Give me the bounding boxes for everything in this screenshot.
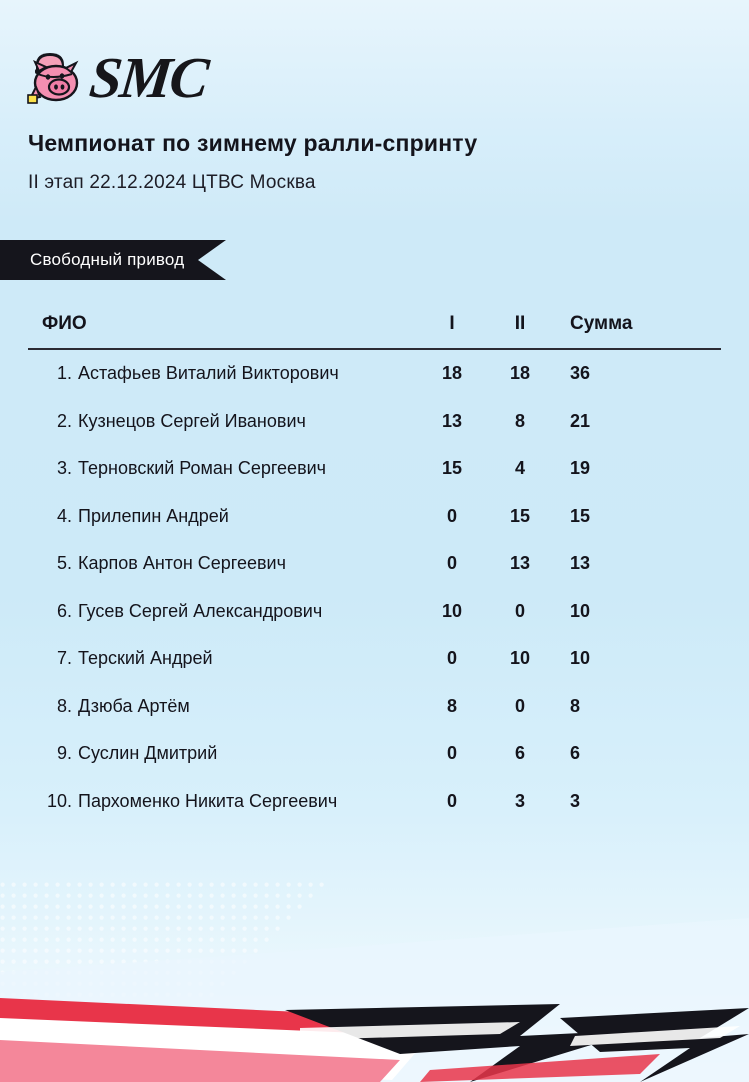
page-subtitle: II этап 22.12.2024 ЦТВС Москва: [28, 172, 316, 193]
cell-competitor-name: 4. Прилепин Андрей: [28, 506, 418, 527]
column-header-name: ФИО: [42, 313, 87, 334]
table-row: [28, 493, 721, 541]
cell-race1-points: 13: [441, 410, 463, 431]
results-table: [28, 300, 721, 825]
cell-total-points: 3: [570, 790, 581, 811]
cell-position: 8.: [56, 695, 72, 716]
table-row: [28, 683, 721, 731]
table-row: [28, 588, 721, 636]
cell-competitor-name: 8. Дзюба Артём: [28, 696, 418, 717]
cell-total-points: 10: [570, 600, 591, 621]
cell-race2-points: 15: [509, 505, 531, 526]
cell-position: 4.: [56, 505, 72, 526]
cell-race1-points: 10: [441, 600, 463, 621]
table-row: [28, 540, 721, 588]
category-label: Свободный привод: [0, 240, 198, 280]
cell-race2-points: 0: [514, 695, 525, 716]
cell-competitor-name: 9. Суслин Дмитрий: [28, 743, 418, 764]
brand-wordmark: SMC: [86, 45, 210, 110]
cell-race2-points: 18: [509, 363, 531, 384]
cell-competitor-name: 10. Пархоменко Никита Сергеевич: [28, 791, 418, 812]
cell-competitor-name: 3. Терновский Роман Сергеевич: [28, 458, 418, 479]
bottom-swoosh-decoration: [0, 822, 749, 1082]
cell-race2-points: 0: [514, 600, 525, 621]
cell-competitor-name: 7. Терский Андрей: [28, 648, 418, 669]
cell-position: 3.: [56, 458, 72, 479]
cell-race1-points: 8: [446, 695, 457, 716]
cell-race1-points: 0: [446, 648, 457, 669]
cell-total-points: 8: [570, 695, 581, 716]
table-row: [28, 350, 721, 398]
cell-race1-points: 0: [446, 790, 457, 811]
cell-total-points: 6: [570, 743, 581, 764]
cell-position: 2.: [56, 410, 72, 431]
cell-competitor-name: 2. Кузнецов Сергей Иванович: [28, 411, 418, 432]
table-row: [28, 778, 721, 826]
cell-total-points: 36: [570, 363, 591, 384]
pig-mascot-icon: [26, 47, 88, 109]
category-ribbon: [0, 240, 226, 280]
page-title: Чемпионат по зимнему ралли-спринту: [28, 130, 478, 156]
cell-race1-points: 0: [446, 505, 457, 526]
cell-total-points: 15: [570, 505, 591, 526]
cell-total-points: 10: [570, 648, 591, 669]
cell-competitor-name: 1. Астафьев Виталий Викторович: [28, 363, 418, 384]
cell-position: 7.: [56, 648, 72, 669]
table-row: [28, 398, 721, 446]
cell-position: 5.: [56, 553, 72, 574]
cell-race2-points: 13: [509, 553, 531, 574]
cell-competitor-name: 5. Карпов Антон Сергеевич: [28, 553, 418, 574]
cell-race1-points: 15: [441, 458, 463, 479]
cell-race2-points: 8: [514, 410, 525, 431]
cell-position: 10.: [46, 790, 72, 811]
table-row: [28, 445, 721, 493]
cell-race1-points: 0: [446, 553, 457, 574]
table-row: [28, 635, 721, 683]
cell-total-points: 13: [570, 553, 591, 574]
column-header-race2: II: [514, 313, 526, 334]
cell-total-points: 19: [570, 458, 591, 479]
column-header-total: Сумма: [570, 313, 633, 334]
cell-race1-points: 0: [446, 743, 457, 764]
cell-race2-points: 3: [514, 790, 525, 811]
cell-position: 6.: [56, 600, 72, 621]
column-header-race1: I: [449, 313, 455, 334]
cell-race2-points: 4: [514, 458, 525, 479]
cell-position: 9.: [56, 743, 72, 764]
cell-race2-points: 10: [509, 648, 531, 669]
ribbon-tail-icon: [198, 240, 226, 280]
table-row: [28, 730, 721, 778]
cell-position: 1.: [56, 363, 72, 384]
table-header-row: [28, 300, 721, 350]
cell-race1-points: 18: [441, 363, 463, 384]
cell-competitor-name: 6. Гусев Сергей Александрович: [28, 601, 418, 622]
cell-race2-points: 6: [514, 743, 525, 764]
table-body: [28, 350, 721, 825]
cell-total-points: 21: [570, 410, 591, 431]
logo: [26, 42, 210, 114]
